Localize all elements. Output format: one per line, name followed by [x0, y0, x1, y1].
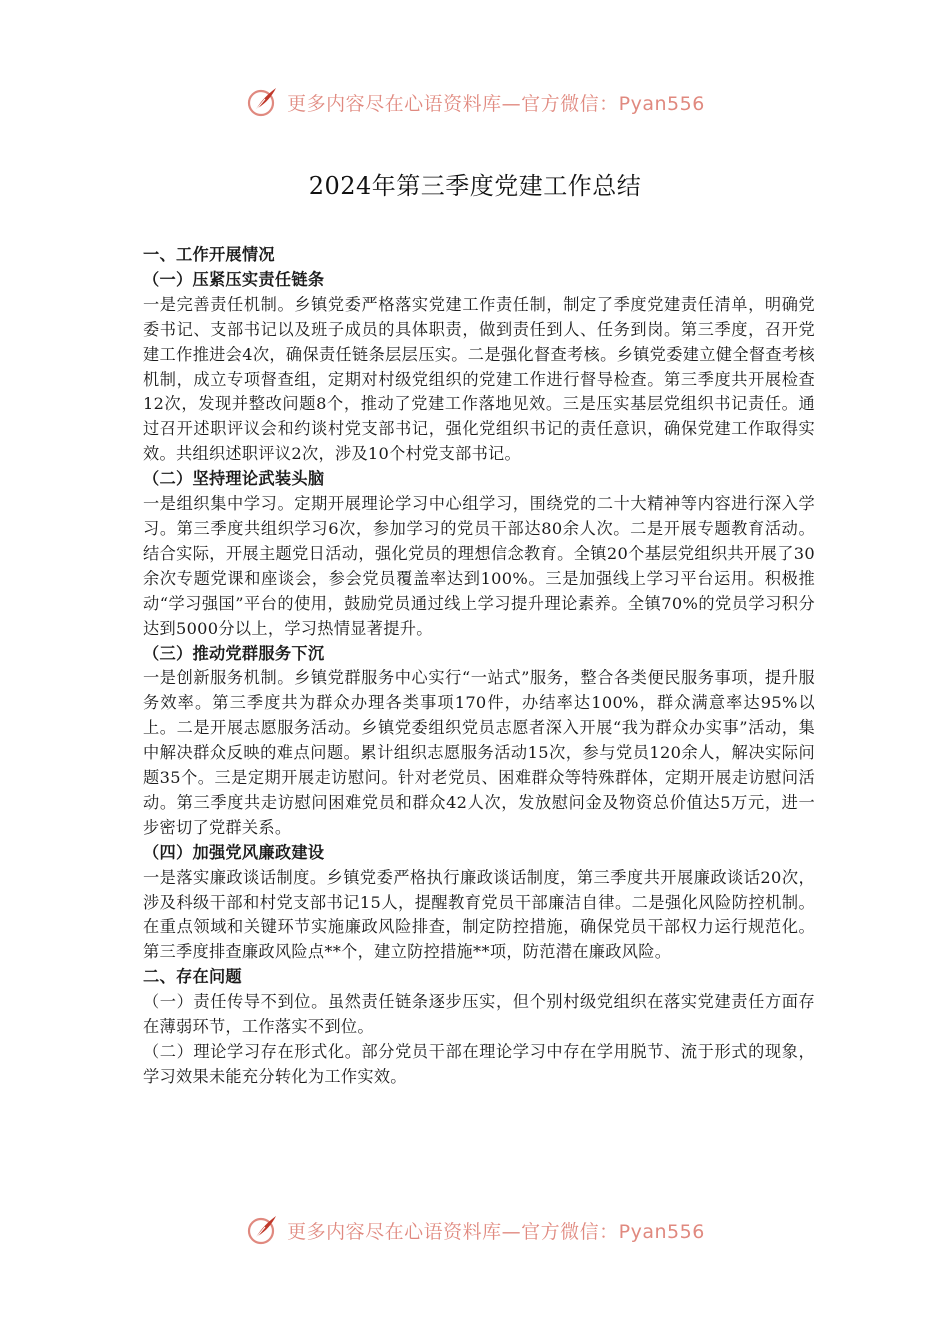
watermark-header	[0, 82, 950, 122]
page-title: 2024年第三季度党建工作总结	[308, 172, 642, 201]
paragraph: 一是创新服务机制。乡镇党群服务中心实行“一站式”服务，整合各类便民服务事项，提升服务效率。第三季度共为群众办理各类事项170件，办结率达100%，群众满意率达95%以上。二是开展志愿服务活动。乡镇党委组织党员志愿者深入开展“我为群众办实事”活动，集中解决群众反映的难点问题。累计组织志愿服务活动15次，参与党员120余人，解决实际问题35个。三是定期开展走访慰问。针对老党员、困难群众等特殊群体，定期开展走访慰问活动。第三季度共走访慰问困难党员和群众42人次，发放慰问金及物资总价值达5万元，进一步密切了党群关系。	[143, 668, 815, 837]
subsection-heading: （三）推动党群服务下沉	[143, 643, 325, 663]
watermark-footer	[0, 1210, 950, 1250]
paragraph: 一是完善责任机制。乡镇党委严格落实党建工作责任制，制定了季度党建责任清单，明确党委书记、支部书记以及班子成员的具体职责，做到责任到人、任务到岗。第三季度，召开党建工作推进会4次，确保责任链条层层压实。二是强化督查考核。乡镇党委建立健全督查考核机制，成立专项督查组，定期对村级党组织的党建工作进行督导检查。第三季度共开展检查12次，发现并整改问题8个，推动了党建工作落地见效。三是压实基层党组织书记责任。通过召开述职评议会和约谈村党支部书记，强化党组织书记的责任意识，确保党建工作取得实效。共组织述职评议2次，涉及10个村党支部书记。	[143, 294, 815, 464]
quill-logo-icon	[245, 84, 281, 120]
paragraph: 一是组织集中学习。定期开展理论学习中心组学习，围绕党的二十大精神等内容进行深入学习。第三季度共组织学习6次，参加学习的党员干部达80余人次。二是开展专题教育活动。结合实际，开展主题党日活动，强化党员的理想信念教育。全镇20个基层党组织共开展了30余次专题党课和座谈会，参会党员覆盖率达到100%。三是加强线上学习平台运用。积极推动“学习强国”平台的使用，鼓励党员通过线上学习提升理论素养。全镇70%的党员学习积分达到5000分以上，学习热情显著提升。	[143, 494, 815, 638]
subsection-heading: （二）坚持理论武装头脑	[143, 469, 325, 489]
watermark-text: 更多内容尽在心语资料库—官方微信：Pyan556	[287, 92, 705, 115]
paragraph: （二）理论学习存在形式化。部分党员干部在理论学习中存在学用脱节、流于形式的现象，学习效果未能充分转化为工作实效。	[143, 1042, 815, 1086]
watermark-text: 更多内容尽在心语资料库—官方微信：Pyan556	[287, 1220, 705, 1243]
document-body	[143, 243, 815, 1090]
subsection-heading: （一）压紧压实责任链条	[143, 269, 325, 289]
paragraph: （一）责任传导不到位。虽然责任链条逐步压实，但个别村级党组织在落实党建责任方面存在薄弱环节，工作落实不到位。	[143, 992, 815, 1037]
section-heading: 一、工作开展情况	[143, 245, 275, 264]
quill-logo-icon	[245, 1212, 281, 1248]
section-heading: 二、存在问题	[143, 967, 242, 987]
paragraph: 一是落实廉政谈话制度。乡镇党委严格执行廉政谈话制度，第三季度共开展廉政谈话20次，涉及科级干部和村党支部书记15人，提醒教育党员干部廉洁自律。二是强化风险防控机制。在重点领域和关键环节实施廉政风险排查，制定防控措施，确保党员干部权力运行规范化。第三季度排查廉政风险点**个，建立防控措施**项，防范潜在廉政风险。	[143, 867, 815, 962]
subsection-heading: （四）加强党风廉政建设	[143, 842, 325, 862]
